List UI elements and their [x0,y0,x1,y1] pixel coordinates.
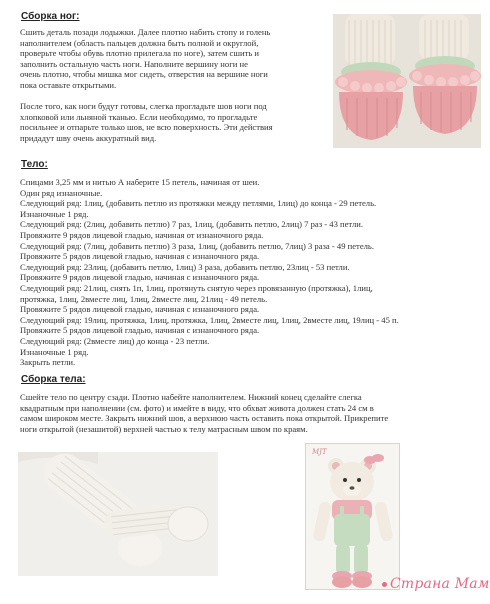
feet-text-line: посильнее и отпарьте только шов, не всю поверхность. Эти действия [20,122,273,133]
feet-text-line: заполнить остальную часть ноги. Наполните вершину ноги не [20,58,248,69]
body-text-line: Провяжите 9 рядов лицевой гладью, начиная от изнаночного ряда. [20,229,264,240]
feet-text-line: После того, как ноги будут готовы, слегка прогладьте шов ноги под [20,101,267,112]
stuffed-legs-illustration [18,452,218,576]
body-text-line: Следующий ряд: 1лиц, (добавить петлю из протяжки между петлями, 1лиц) до конца - 29 петель. [20,198,377,209]
assembly-text-line: самом широком месте. Закрыть нижний шов, а верхнюю часть оставить пока открытой. Прикрепите [20,413,389,424]
body-text-line: Изнаночные 1 ряд. [20,346,89,357]
body-text-line: Провяжите 5 рядов лицевой гладью, начиная с изнаночного ряда. [20,304,260,315]
body-section-heading: Тело: [21,159,48,170]
assembly-section-text [20,392,388,434]
knitted-feet-illustration [333,14,481,148]
feet-text-line: хлопковой или льняной тканью. Если необходимо, то прогладьте [20,111,258,122]
body-section-text [20,177,399,368]
body-text-line: Изнаночные 1 ряд. [20,208,89,219]
feet-text-line: проверьте чтобы обувь плотно прилегала по ноге), затем сшить и [20,48,259,59]
body-text-line: Следующий ряд: (7лиц, добавить петлю) 3 раза, 1лиц, (добавить петлю, 7лиц) 3 раза - 49 петель. [20,240,374,251]
assembly-text-line: квадратным при наполнении (см. фото) и имейте в виду, что обхват живота должен стать 24 см в [20,402,374,413]
feet-text-line: пока оставьте открытыми. [20,79,117,90]
feet-text-line: придадут шву очень аккуратный вид. [20,132,157,143]
body-text-line: Провяжите 5 рядов лицевой гладью, начиная с изнаночного ряда. [20,251,260,262]
feet-text-line [20,91,273,102]
feet-text-line: очень плотно, чтобы мишка мог сидеть, отверстия на вершине ноги [20,69,268,80]
body-text-line: Спицами 3,25 мм и нитью А наберите 15 петель, начиная от шеи. [20,177,260,187]
body-text-line: Следующий ряд: (2вместе лиц) до конца - 23 петли. [20,335,210,346]
feet-section-text [20,27,273,144]
body-text-line: Следующий ряд: (2лиц, добавить петлю) 7 раз, 1лиц, (добавить петлю, 2лиц) 7 раз - 43 петли. [20,219,364,230]
watermark-text: Страна Мам [390,576,490,592]
feet-text-line: наполнителем (область пальцев должна быть полной и округлой, [20,37,259,48]
body-text-line: Провяжите 9 рядов лицевой гладью, начиная с изнаночного ряда. [20,272,260,283]
body-text-line: Закрыть петли. [20,357,76,368]
body-text-line: Следующий ряд: 23лиц, (добавить петлю, 1лиц) 3 раза, добавить петлю, 23лиц - 53 петли. [20,261,350,272]
site-watermark [382,576,490,592]
body-text-line: Следующий ряд: 19лиц, протяжка, 1лиц, протяжка, 1лиц, 2вместе лиц, 1лиц, 2вместе лиц, 19лиц - 45 п. [20,314,399,325]
body-text-line: Один ряд изнаночные. [20,187,103,198]
feet-section-heading: Сборка ног: [21,11,80,22]
photo-stuffed-legs [18,452,218,576]
feet-text-line: Сшить деталь позади лодыжки. Далее плотно набить стопу и голень [20,27,271,37]
photo-knitted-feet [333,14,481,148]
assembly-text-line: ноги открытой (незашитой) верхней частью к телу матрасным швом по краям. [20,423,308,434]
bear-photo-signature: MJT [312,448,327,456]
knitted-bear-illustration [306,444,400,590]
assembly-section-heading: Сборка тела: [21,374,86,385]
body-text-line: Следующий ряд: 21лиц, снять 1п, 1лиц, протянуть снятую через провязанную (протяжка), 1лиц, [20,282,373,293]
watermark-dot-icon [382,582,387,587]
assembly-text-line: Сшейте тело по центру сзади. Плотно набейте наполнителем. Нижний конец сделайте слегка [20,392,362,402]
body-text-line: Провяжите 5 рядов лицевой гладью, начиная с изнаночного ряда. [20,325,260,336]
body-text-line: протяжка, 1лиц, 2вместе лиц, 1лиц, 2вместе лиц, 21лиц - 49 петель. [20,293,268,304]
photo-knitted-bear [305,443,400,590]
